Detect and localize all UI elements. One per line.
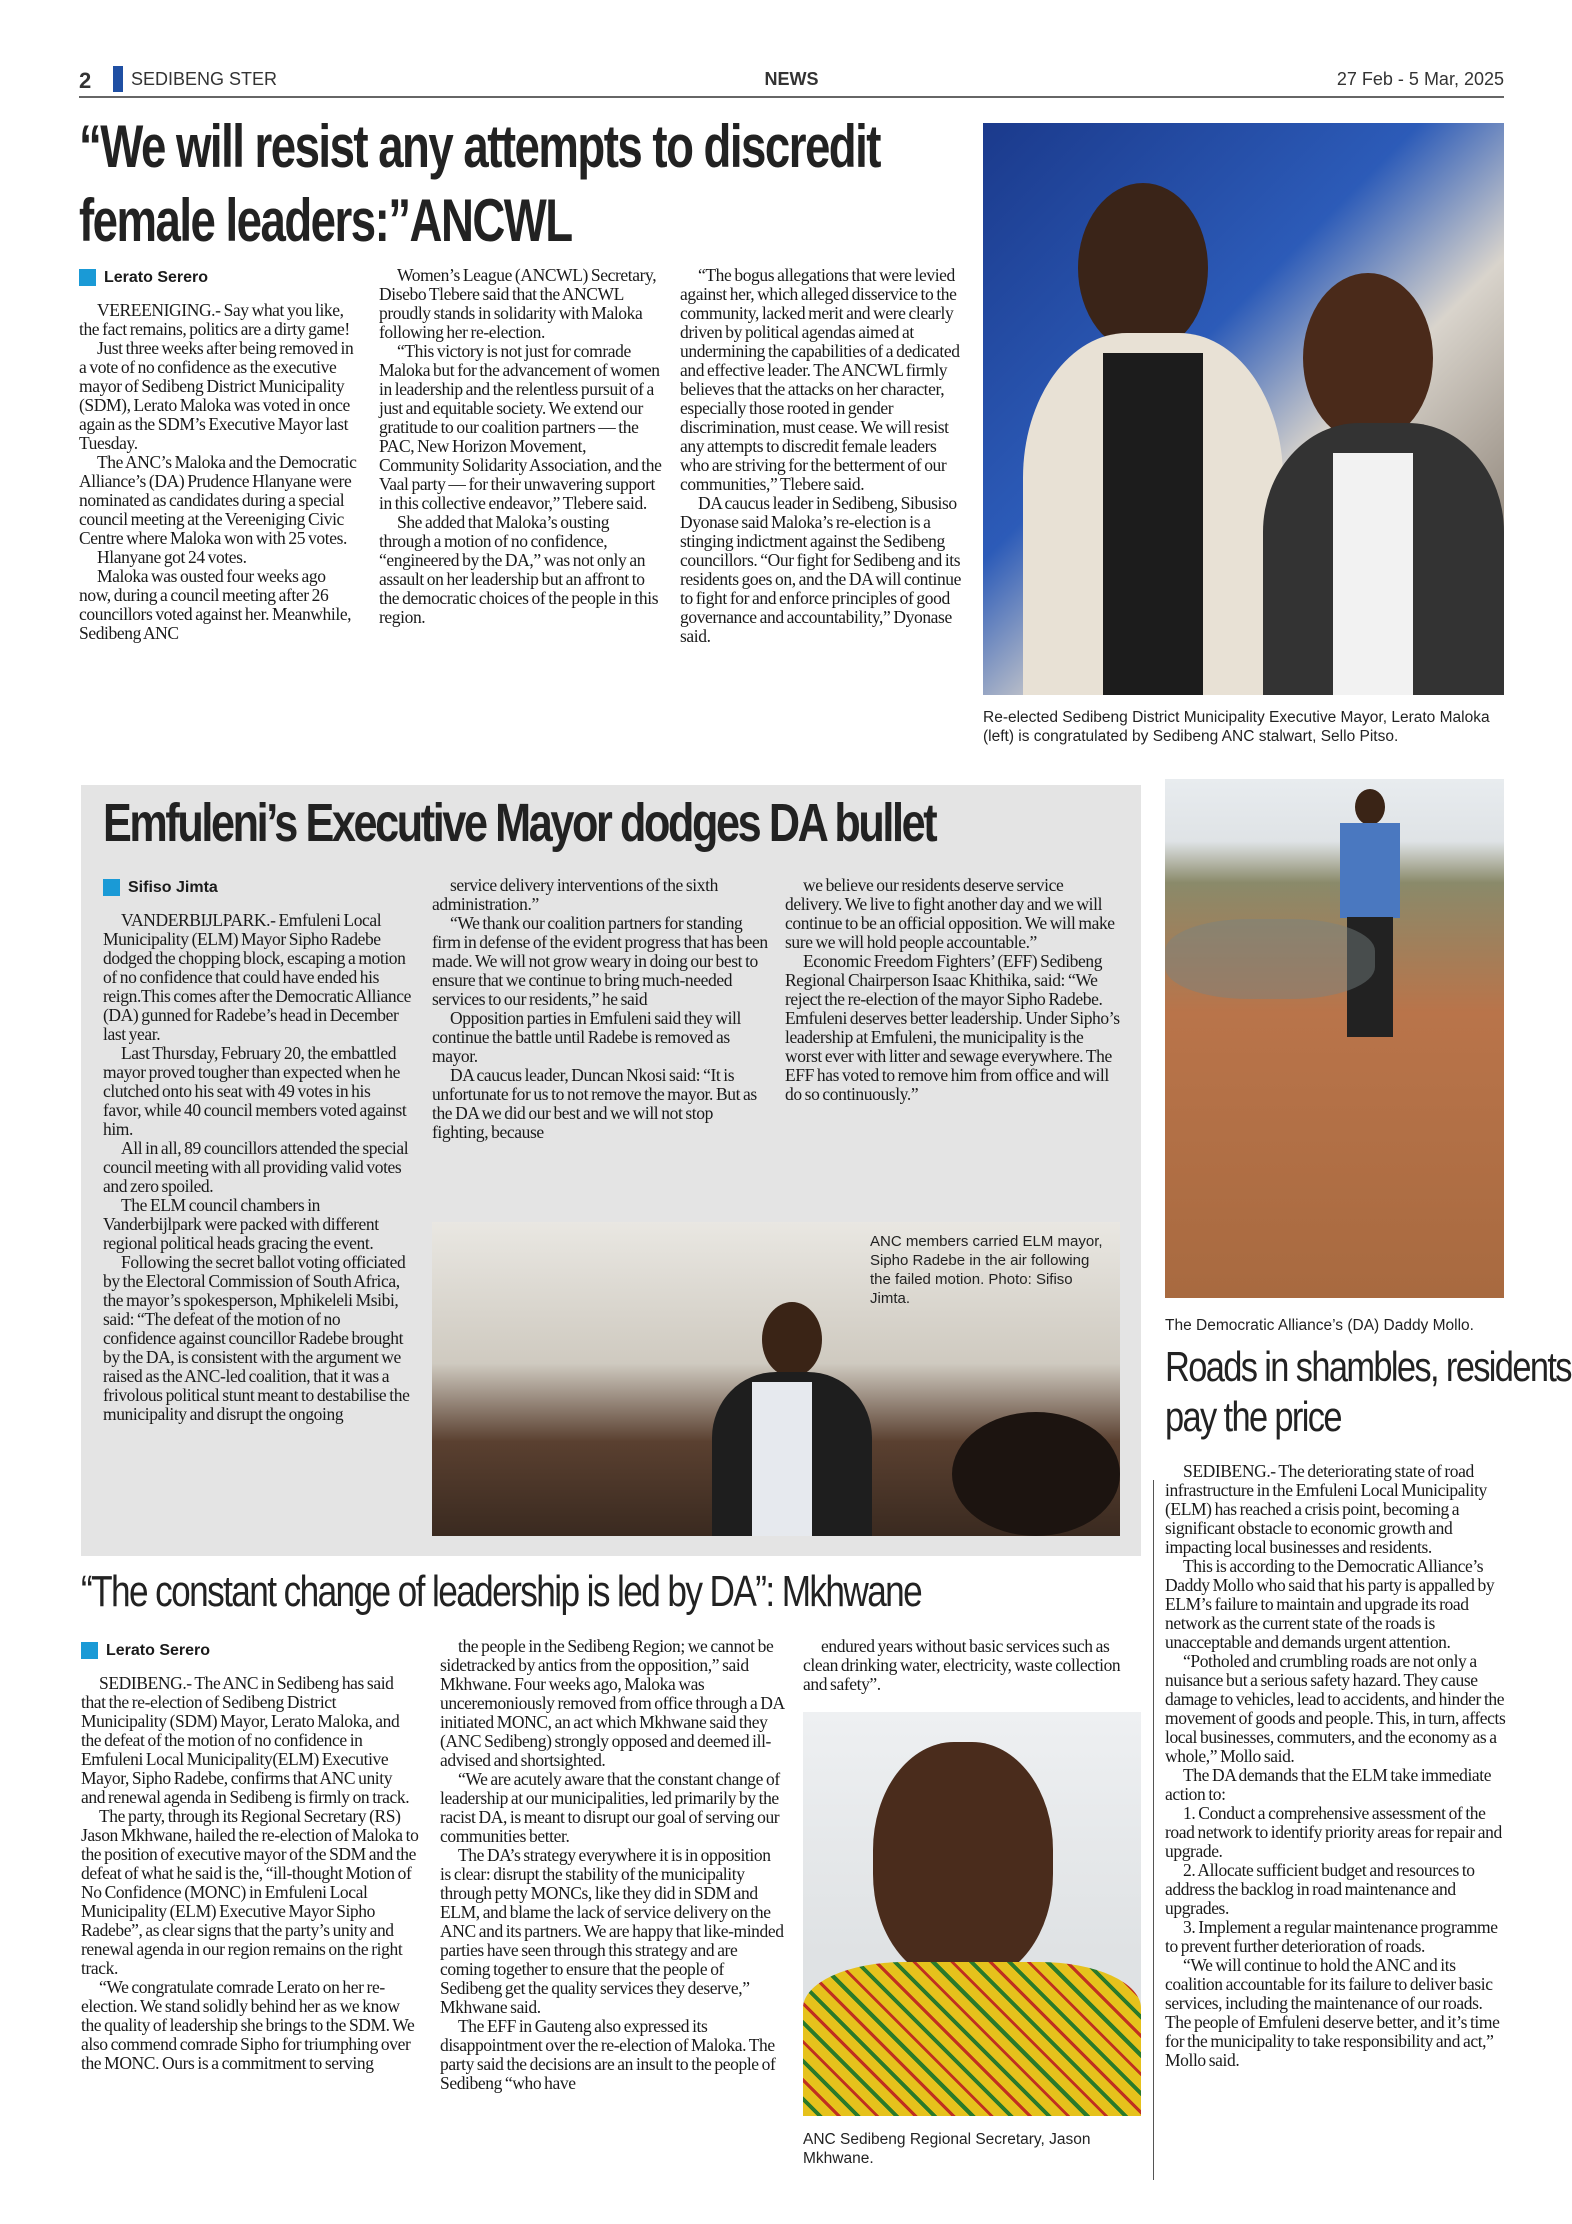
paragraph: The DA demands that the ELM take immediate action to: [1165, 1765, 1492, 1804]
paragraph: service delivery interventions of the sixth administration.” [432, 875, 718, 914]
paragraph: Opposition parties in Emfuleni said they will continue the battle until Radebe is removed as mayor. [432, 1008, 741, 1066]
paragraph: VANDERBIJLPARK.- Emfuleni Local Municipality (ELM) Mayor Sipho Radebe dodged the chopping block, escaping a motion of no confidence that could have ended his reign.This comes after the Democratic Alliance (DA) gunned for Radebe’s head in December last year. [103, 910, 411, 1044]
article1-headline: “We will resist any attempts to discredit female leaders:”ANCWL [79, 113, 880, 254]
byline-text: Lerato Serero [106, 1642, 211, 1659]
article4-photo-caption: ANC Sedibeng Regional Secretary, Jason Mkhwane. [803, 2131, 1091, 2167]
issue-date: 27 Feb - 5 Mar, 2025 [1336, 69, 1504, 89]
paragraph: SEDIBENG.- The deteriorating state of road infrastructure in the Emfuleni Local Municipality (ELM) has reached a crisis point, becoming a significant obstacle to economic growth and impacting local businesses and residents. [1165, 1461, 1487, 1557]
paragraph: Following the secret ballot voting officiated by the Electoral Commission of South Africa, the mayor’s spokesperson, Mphikeleli Msibi, said: “The defeat of the motion of no confidence against councillor Radebe brought by the DA, is consistent with the argument we raised as the ANC-led coalition, that it was a frivolous political stunt meant to destabilise the municipality and disrupt the ongoing [103, 1252, 410, 1424]
article4-col1 [81, 1641, 419, 2073]
page-header [79, 66, 1504, 98]
paragraph: The EFF in Gauteng also expressed its disappointment over the re-election of Maloka. The party said the decisions are an insult to the people of Sedibeng “who have [440, 2016, 776, 2093]
paragraph: the people in the Sedibeng Region; we cannot be sidetracked by antics from the opposition,” said Mkhwane. Four weeks ago, Maloka was unceremoniously removed from office through a DA initiated MONC, an act which Mkhwane said they (ANC Sedibeng) strongly opposed and deemed ill-advised and shortsighted. [440, 1636, 784, 1770]
article1-byline [79, 268, 359, 287]
paragraph: endured years without basic services such as clean drinking water, electricity, waste collection and safety”. [803, 1636, 1121, 1694]
article2-headline: Emfuleni’s Executive Mayor dodges DA bullet [103, 793, 936, 853]
paragraph: “Potholed and crumbling roads are not only a nuisance but a serious safety hazard. They cause damage to vehicles, lead to accidents, and hinder the movement of goods and people. This, in turn, affects local businesses, commuters, and the economy as a whole,” Mollo said. [1165, 1651, 1506, 1766]
article4-headline: “The constant change of leadership is led by DA”: Mkhwane [81, 1567, 922, 1616]
paragraph: 2. Allocate sufficient budget and resources to address the backlog in road maintenance and upgrades. [1165, 1860, 1475, 1918]
article1-photo-caption: Re-elected Sedibeng District Municipality Executive Mayor, Lerato Maloka (left) is congratulated by Sedibeng ANC stalwart, Sello Pitso. [983, 709, 1490, 745]
paragraph: Maloka was ousted four weeks ago now, during a council meeting after 26 councillors voted against her. Meanwhile, Sedibeng ANC [79, 566, 352, 643]
paragraph: “We will continue to hold the ANC and its coalition accountable for its failure to deliver basic services, including the maintenance of our roads. The people of Emfuleni deserve better, and it’s time for the municipality to take responsibility and act,” Mollo said. [1165, 1955, 1500, 2070]
article4-col3 [803, 1637, 1133, 1694]
paragraph: This is according to the Democratic Alliance’s Daddy Mollo who said that his party is appalled by ELM’s failure to maintain and upgrade its road network as the current state of the roads is unacceptable and demands urgent attention. [1165, 1556, 1495, 1652]
page-number: 2 [79, 68, 92, 93]
article4-col2 [440, 1637, 784, 2093]
paragraph: DA caucus leader in Sedibeng, Sibusiso Dyonase said Maloka’s re-election is a stinging indictment against the Sedibeng councillors. “Our fight for Sedibeng and its residents goes on, and the DA will continue to fight for and enforce principles of good governance and accountability,” Dyonase said. [680, 493, 962, 646]
article2-byline [103, 878, 411, 897]
paragraph: Last Thursday, February 20, the embattled mayor proved tougher than expected when he clutched onto his seat with 49 votes in his favor, while 40 council members voted against him. [103, 1043, 407, 1139]
paragraph: Women’s League (ANCWL) Secretary, Disebo Tlebere said that the ANCWL proudly stands in solidarity with Maloka following her re-election. [379, 265, 657, 342]
paragraph: The ANC’s Maloka and the Democratic Alliance’s (DA) Prudence Hlanyane were nominated as candidates during a special council meeting at the Vereeniging Civic Centre where Maloka won with 25 votes. [79, 452, 357, 548]
article2-col2 [432, 876, 772, 1142]
paragraph: 3. Implement a regular maintenance programme to prevent further deterioration of roads. [1165, 1917, 1498, 1956]
article4-photo [803, 1712, 1141, 2116]
paragraph: “The bogus allegations that were levied against her, which alleged disservice to the community, lacked merit and were clearly driven by political agendas aimed at undermining the capabilities of a dedicated and effective leader. The ANCWL firmly believes that the attacks on her character, especially those rooted in gender discrimination, must cease. We will resist any attempts to discredit female leaders who are striving for the betterment of our communities,” Tlebere said. [680, 265, 960, 494]
byline-text: Lerato Serero [104, 269, 209, 286]
article2-col1-text [103, 911, 411, 1424]
paragraph: SEDIBENG.- The ANC in Sedibeng has said that the re-election of Sedibeng District Municipality (SDM) Mayor, Lerato Maloka, and the defeat of the motion of no confidence in Emfuleni Local Municipality(ELM) Executive Mayor, Sipho Radebe, confirms that ANC unity and renewal agenda in Sedibeng is firmly on track. [81, 1673, 410, 1807]
paragraph: DA caucus leader, Duncan Nkosi said: “It is unfortunate for us to not remove the mayor. But as the DA we did our best and we will not stop fighting, because [432, 1065, 757, 1142]
column-rule [1153, 1480, 1154, 2180]
paragraph: we believe our residents deserve service delivery. We live to fight another day and we will continue to be an official opposition. We will make sure we will hold people accountable.” [785, 875, 1115, 952]
article2-col1 [103, 878, 411, 1424]
article4-col1-text [81, 1674, 419, 2073]
paragraph: The party, through its Regional Secretary (RS) Jason Mkhwane, hailed the re-election of Maloka to the position of executive mayor of the SDM and the defeat of what he said is the, “ill-thought Motion of No Confidence (MONC) in Emfuleni Local Municipality (ELM) Executive Mayor Sipho Radebe”, as clear signs that the party’s unity and renewal agenda in our region remains on the right track. [81, 1806, 419, 1978]
article2-photo [432, 1222, 1120, 1536]
section-name: NEWS [764, 69, 819, 89]
paragraph: Just three weeks after being removed in a vote of no confidence as the executive mayor of Sedibeng District Municipality (SDM), Lerato Maloka was voted in once again as the SDM’s Executive Mayor last Tuesday. [79, 338, 354, 453]
paragraph: “We congratulate comrade Lerato on her re-election. We stand solidly behind her as we know the quality of leadership she brings to the SDM. We also commend comrade Sipho for triumphing over the MONC. Ours is a commitment to serving [81, 1977, 415, 2073]
article4-byline [81, 1641, 419, 1660]
article1-col1 [79, 268, 359, 643]
article3-body [1165, 1462, 1507, 2070]
paragraph: “This victory is not just for comrade Maloka but for the advancement of women in leadership and the relentless pursuit of a just and equitable society. We extend our gratitude to our coalition partners — the PAC, New Horizon Movement, Community Solidarity Association, and the Vaal party — for their unwavering support in this collective endeavor,” Tlebere said. [379, 341, 662, 513]
article2-col3 [785, 876, 1123, 1104]
byline-marker-icon [103, 879, 120, 896]
article1-col3 [680, 266, 966, 646]
paragraph: She added that Maloka’s ousting through a motion of no confidence, “engineered by the DA,” was not only an assault on her leadership but an affront to the democratic choices of the people in this region. [379, 512, 659, 627]
article3-photo [1165, 779, 1504, 1298]
paragraph: VEREENIGING.- Say what you like, the fact remains, politics are a dirty game! [79, 300, 350, 339]
paragraph: 1. Conduct a comprehensive assessment of the road network to identify priority areas for repair and upgrade. [1165, 1803, 1502, 1861]
article1-col2 [379, 266, 663, 627]
paragraph: “We are acutely aware that the constant change of leadership at our municipalities, led primarily by the racist DA, is meant to disrupt our goal of serving our communities better. [440, 1769, 780, 1846]
paragraph: Economic Freedom Fighters’ (EFF) Sedibeng Regional Chairperson Isaac Khithika, said: “We reject the re-election of the mayor Sipho Radebe. Emfuleni deserves better leadership. Under Sipho’s leadership at Emfuleni, the municipality is the worst ever with litter and sewage everywhere. The EFF has voted to remove him from office and will do so continuously.” [785, 951, 1120, 1104]
paragraph: “We thank our coalition partners for standing firm in defense of the evident progress that has been made. We will not grow weary in doing our best to ensure that we continue to bring much-needed services to our residents,” he said [432, 913, 768, 1009]
byline-text: Sifiso Jimta [128, 879, 218, 896]
publication-name: SEDIBENG STER [131, 69, 278, 89]
paragraph: Hlanyane got 24 votes. [97, 547, 247, 567]
article2-photo-caption: ANC members carried ELM mayor, Sipho Radebe in the air following the failed motion. Photo: Sifiso Jimta. [870, 1233, 1103, 1307]
article3-photo-caption: The Democratic Alliance’s (DA) Daddy Mollo. [1165, 1317, 1474, 1334]
paragraph: The DA’s strategy everywhere it is in opposition is clear: disrupt the stability of the municipality through petty MONCs, like they did in SDM and ELM, and blame the lack of service delivery on the ANC and its partners. We are happy that like-minded parties have seen through this strategy and are coming together to ensure that the people of Sedibeng get the quality services they deserve,” Mkhwane said. [440, 1845, 784, 2017]
paragraph: All in all, 89 councillors attended the special council meeting with all providing valid votes and zero spoiled. [103, 1138, 409, 1196]
article1-photo [983, 123, 1504, 695]
paragraph: The ELM council chambers in Vanderbijlpark were packed with different regional political heads gracing the event. [103, 1195, 379, 1253]
article3-headline: Roads in shambles, residents pay the price [1165, 1343, 1571, 1440]
byline-marker-icon [81, 1642, 98, 1659]
article1-col1-text [79, 301, 359, 643]
byline-marker-icon [79, 269, 96, 286]
